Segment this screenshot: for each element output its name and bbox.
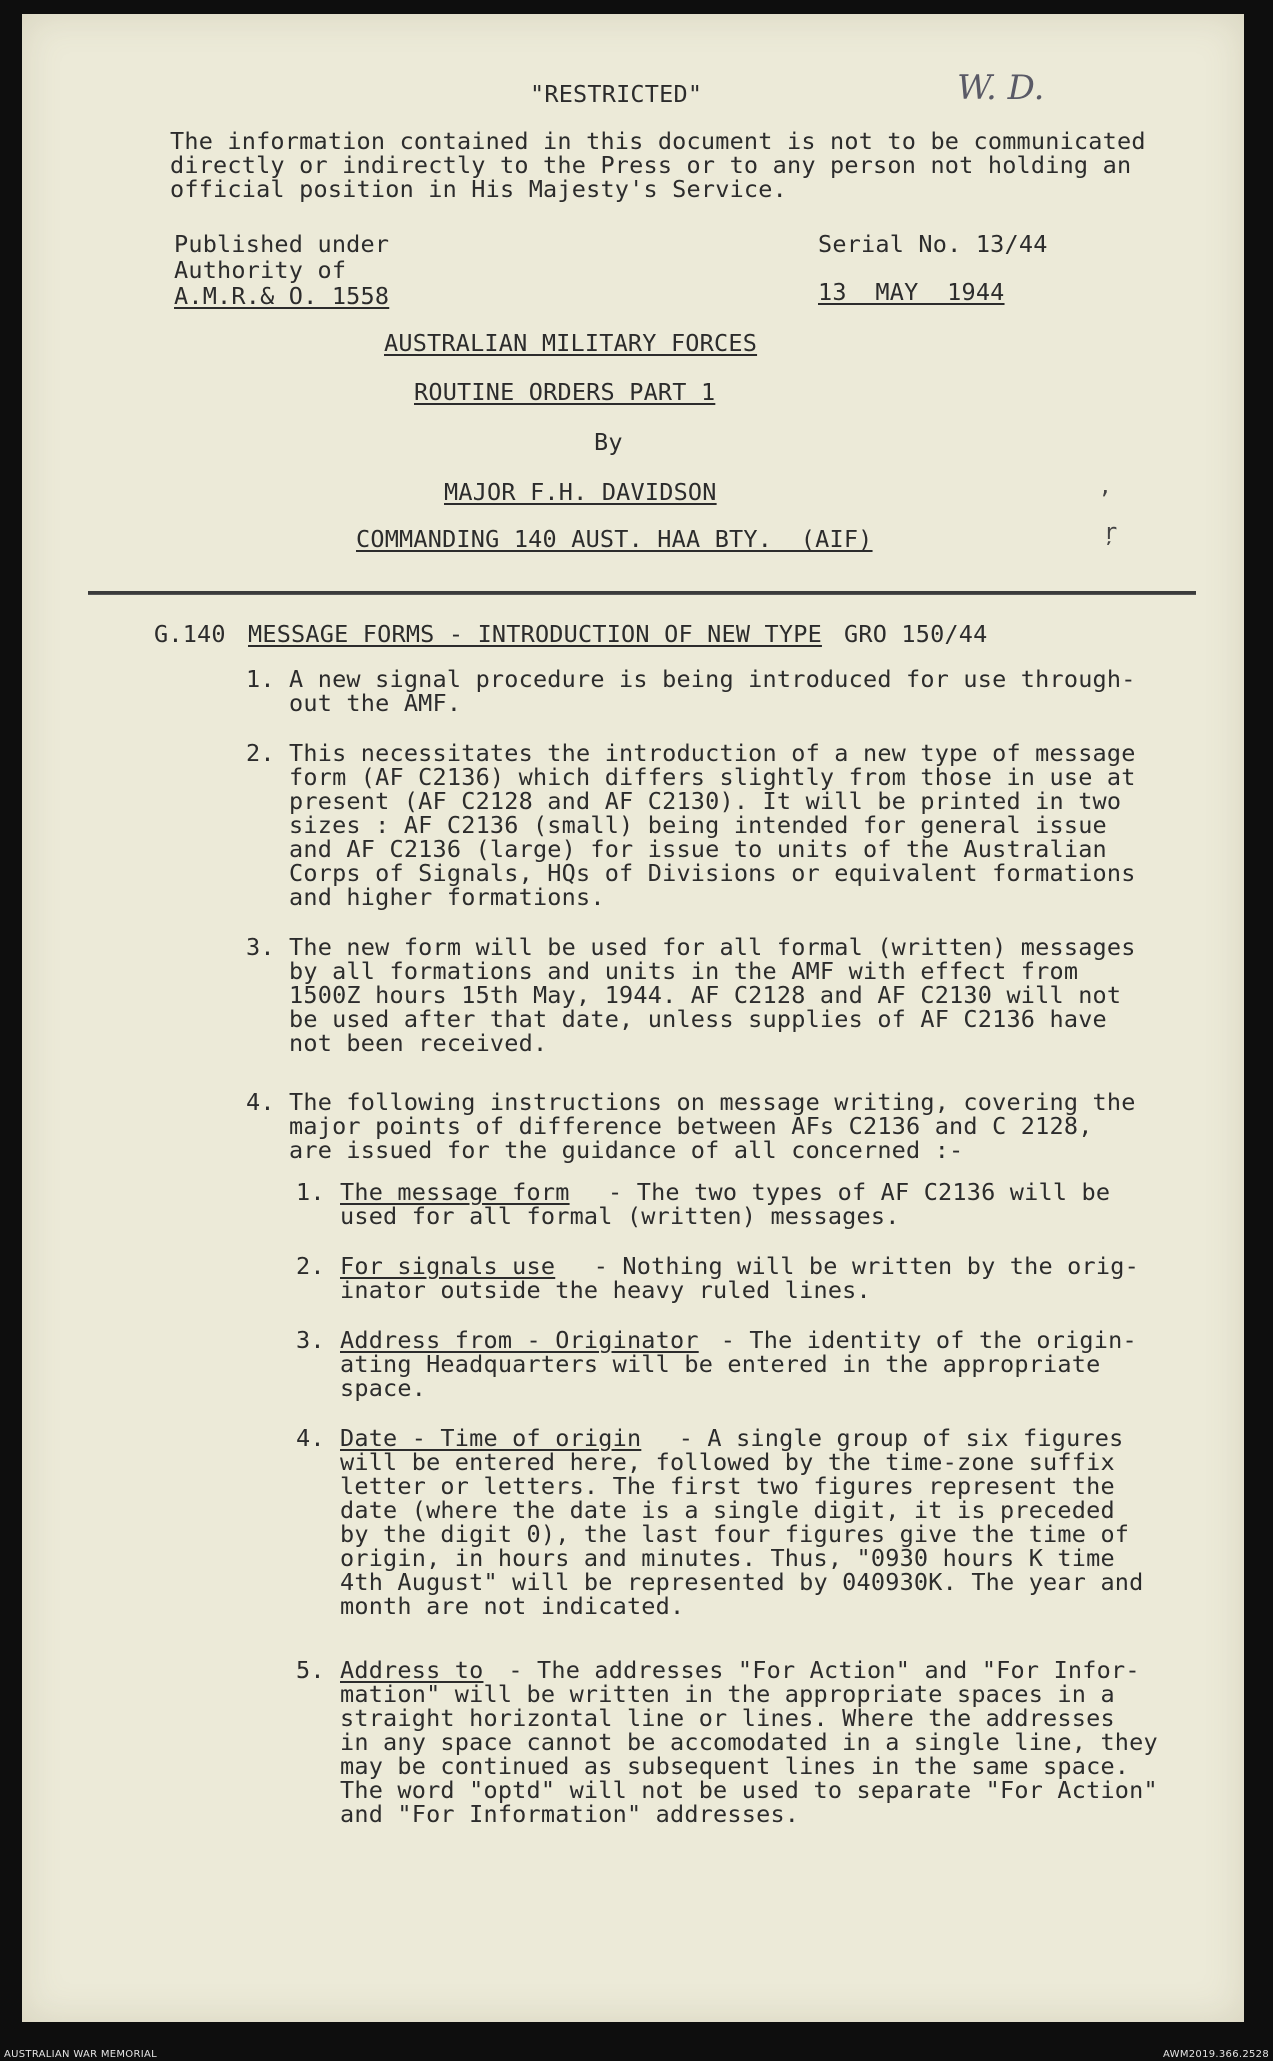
paragraph-line: - The two types of AF C2136 will be (565, 1178, 1111, 1206)
handwritten-annotation: W. D. (957, 68, 1045, 108)
subparagraph-number: 3. (296, 1326, 325, 1354)
subparagraph-number: 5. (296, 1656, 325, 1684)
paragraph-line: form (AF C2136) which differs slightly from those in use at (246, 763, 1136, 791)
subparagraph-title: Address to (340, 1656, 484, 1684)
notice-line: official position in His Majesty's Service. (170, 175, 787, 203)
subparagraph-title: The message form (340, 1178, 570, 1206)
paragraph-line: and higher formations. (246, 883, 605, 911)
paragraph-line: straight horizontal line or lines. Where the addresses (340, 1704, 1115, 1732)
margin-mark: ŗ (1104, 520, 1118, 545)
title-line-2: ROUTINE ORDERS PART 1 (414, 378, 716, 406)
paragraph-line: 1500Z hours 15th May, 1944. AF C2128 and AF C2130 will not (246, 981, 1122, 1009)
paragraph-line: out the AMF. (246, 689, 462, 717)
paragraph-line: in any space cannot be accomodated in a single line, they (340, 1728, 1158, 1756)
paragraph-line: origin, in hours and minutes. Thus, "0930 hours K time (340, 1544, 1115, 1572)
order-number: G.140 (154, 620, 226, 648)
notice-line: directly or indirectly to the Press or to any person not holding an (170, 151, 1132, 179)
paragraph-line: 3. The new form will be used for all formal (written) messages (246, 933, 1136, 961)
paragraph-line: 4th August" will be represented by 040930K. The year and (340, 1568, 1144, 1596)
paragraph-line: used for all formal (written) messages. (340, 1202, 900, 1230)
paragraph-line: Corps of Signals, HQs of Divisions or equivalent formations (246, 859, 1136, 887)
paragraph-line: by the digit 0), the last four figures give the time of (340, 1520, 1130, 1548)
subparagraph-number: 1. (296, 1178, 325, 1206)
authority-line: Published under (174, 230, 390, 258)
paragraph-line: be used after that date, unless supplies of AF C2136 have (246, 1005, 1107, 1033)
paragraph-line: mation" will be written in the appropriate spaces in a (340, 1680, 1115, 1708)
separator-rule (88, 591, 1196, 595)
paragraph-line: The word "optd" will not be used to separate "For Action" (340, 1776, 1158, 1804)
paragraph-line: ating Headquarters will be entered in the appropriate (340, 1350, 1101, 1378)
paragraph-line: date (where the date is a single digit, it is preceded (340, 1496, 1115, 1524)
notice-line: The information contained in this document is not to be communicated (170, 127, 1146, 155)
paragraph-line: by all formations and units in the AMF with effect from (246, 957, 1079, 985)
paragraph-line: - The addresses "For Action" and "For Infor- (494, 1656, 1140, 1684)
subparagraph-title: Date - Time of origin (340, 1424, 642, 1452)
subparagraph-title: For signals use (340, 1252, 556, 1280)
subparagraph-title: Address from - Originator (340, 1326, 699, 1354)
paragraph-line: - Nothing will be written by the orig- (565, 1252, 1139, 1280)
title-command: COMMANDING 140 AUST. HAA BTY. (AIF) (356, 525, 873, 553)
authority-line: A.M.R.& O. 1558 (174, 282, 390, 310)
authority-line: Authority of (174, 256, 347, 284)
title-line-1: AUSTRALIAN MILITARY FORCES (384, 329, 758, 357)
paragraph-line: not been received. (246, 1029, 548, 1057)
order-reference: GRO 150/44 (844, 620, 988, 648)
issue-date: 13 MAY 1944 (818, 278, 1005, 306)
paragraph-line: major points of difference between AFs C2136 and C 2128, (246, 1112, 1093, 1140)
footer-accession-number: AWM2019.366.2528 (1163, 2049, 1269, 2060)
document-page (22, 14, 1244, 2022)
paragraph-line: month are not indicated. (340, 1592, 685, 1620)
classification-label: "RESTRICTED" (530, 80, 703, 108)
paragraph-line: are issued for the guidance of all concerned :- (246, 1136, 964, 1164)
serial-number: Serial No. 13/44 (818, 230, 1048, 258)
order-title: MESSAGE FORMS - INTRODUCTION OF NEW TYPE (248, 620, 822, 648)
paragraph-line: may be continued as subsequent lines in the same space. (340, 1752, 1130, 1780)
subparagraph-number: 4. (296, 1424, 325, 1452)
paragraph-line: 2. This necessitates the introduction of a new type of message (246, 739, 1136, 767)
paragraph-line: 1. A new signal procedure is being introduced for use through- (246, 665, 1136, 693)
paragraph-line: inator outside the heavy ruled lines. (340, 1276, 871, 1304)
paragraph-line: and AF C2136 (large) for issue to units of the Australian (246, 835, 1107, 863)
paragraph-line: letter or letters. The first two figures represent the (340, 1472, 1115, 1500)
paragraph-line: present (AF C2128 and AF C2130). It will be printed in two (246, 787, 1122, 815)
title-by: By (594, 428, 623, 456)
margin-mark: ’ (1098, 488, 1112, 513)
paragraph-line: 4. The following instructions on message writing, covering the (246, 1088, 1136, 1116)
paragraph-line: space. (340, 1374, 427, 1402)
footer-archive-name: AUSTRALIAN WAR MEMORIAL (4, 2049, 157, 2060)
paragraph-line: will be entered here, followed by the time-zone suffix (340, 1448, 1115, 1476)
paragraph-line: - A single group of six figures (650, 1424, 1124, 1452)
subparagraph-number: 2. (296, 1252, 325, 1280)
title-officer: MAJOR F.H. DAVIDSON (444, 478, 717, 506)
paragraph-line: - The identity of the origin- (692, 1326, 1137, 1354)
paragraph-line: sizes : AF C2136 (small) being intended for general issue (246, 811, 1107, 839)
paragraph-line: and "For Information" addresses. (340, 1800, 800, 1828)
